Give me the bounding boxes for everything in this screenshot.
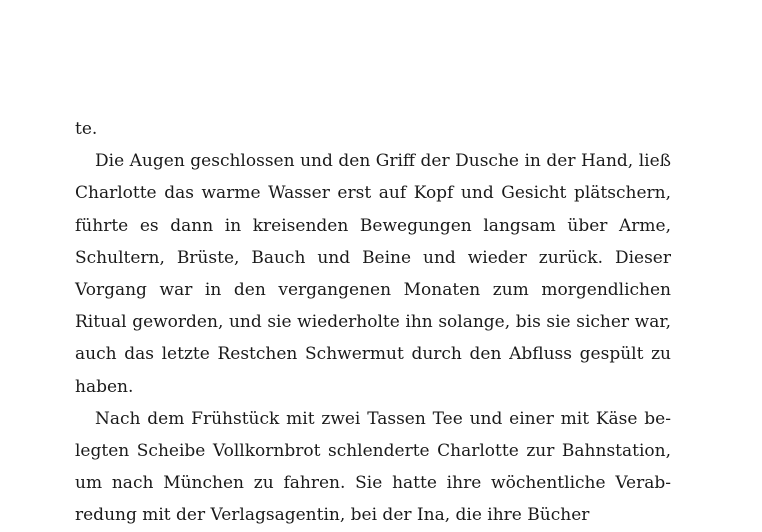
paragraph-continuation: te. [75,119,98,139]
page-body-text [75,113,671,532]
paragraph-breakfast: Nach dem Frühstück mit zwei Tassen Tee und einer mit Käse belegten Scheibe Vollkornbrot schlenderte Charlotte zur Bahnstation, um nach München zu fahren. Sie hatte ihre wöchentliche Verabredung mit der Verlagsagentin, bei der Ina, die ihre Bücher [75,408,671,526]
paragraph-shower: Die Augen geschlossen und den Griff der Dusche in der Hand, ließ Charlotte das warme Wasser erst auf Kopf und Gesicht plätschern, führte es dann in kreisenden Bewegungen langsam über Arme, Schultern, Brüste, Bauch und Beine und wieder zurück. Dieser Vorgang war in den vergangenen Monaten zum morgendlichen Ritual geworden, und sie wiederholte ihn solange, bis sie sicher war, auch das letzte Restchen Schwermut durch den Abfluss gespült zu haben. [75,151,671,397]
